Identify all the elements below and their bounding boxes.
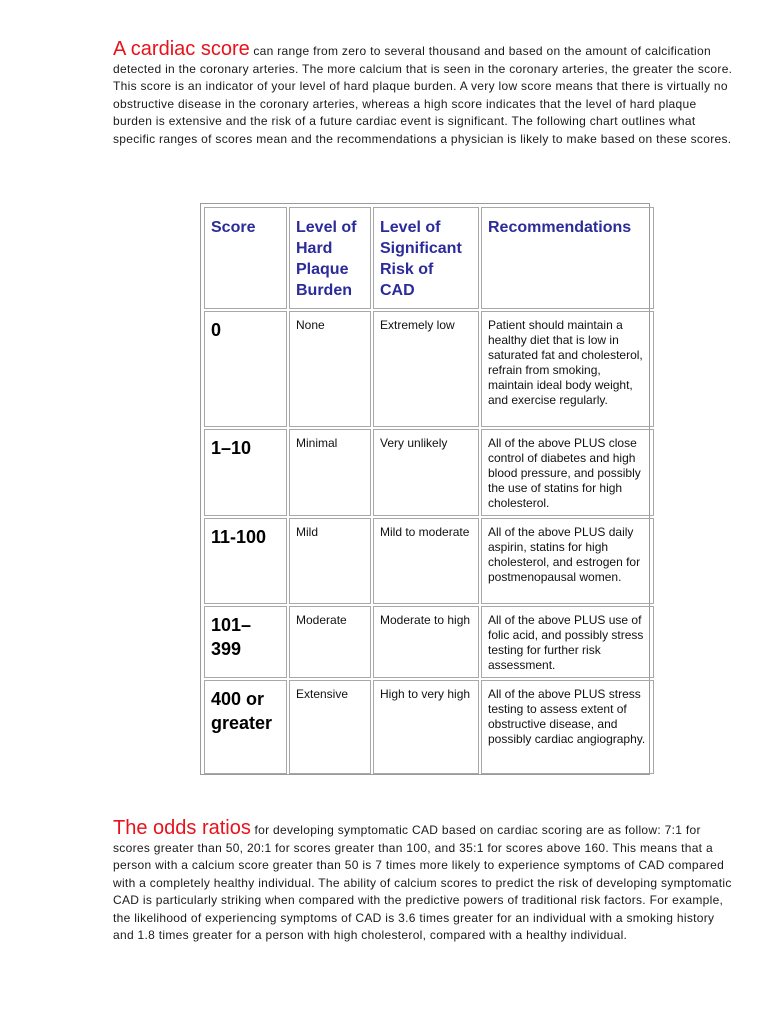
cardiac-score-table-frame (200, 203, 650, 775)
plaque-cell: Minimal (289, 429, 371, 516)
table-header-row (204, 207, 654, 309)
risk-cell: High to very high (373, 680, 479, 774)
intro-paragraph (113, 38, 733, 148)
table-row (204, 680, 654, 774)
recommendation-cell: All of the above PLUS daily aspirin, statins for high cholesterol, and estrogen for postmenopausal women. (481, 518, 654, 604)
recommendation-cell: All of the above PLUS close control of diabetes and high blood pressure, and possibly the use of statins for high cholesterol. (481, 429, 654, 516)
header-score: Score (204, 207, 287, 309)
recommendation-cell: All of the above PLUS stress testing to assess extent of obstructive disease, and possibly cardiac angiography. (481, 680, 654, 774)
cardiac-score-table (202, 205, 656, 776)
score-cell: 101–399 (204, 606, 287, 678)
risk-cell: Very unlikely (373, 429, 479, 516)
risk-cell: Mild to moderate (373, 518, 479, 604)
header-recommendations: Recommendations (481, 207, 654, 309)
intro-body-text: can range from zero to several thousand and based on the amount of calcification detected in the coronary arteries. The more calcium that is seen in the coronary arteries, the greater the score. This score is an indicator of your level of hard plaque burden. A very low score means that there is virtually no obstructive disease in the coronary arteries, whereas a high score indicates that the level of hard plaque burden is extensive and the risk of a future cardiac event is significant. The following chart outlines what specific ranges of scores mean and the recommendations a physician is likely to make based on these scores. (113, 44, 733, 146)
header-plaque-burden: Level of Hard Plaque Burden (289, 207, 371, 309)
recommendation-cell: All of the above PLUS use of folic acid, and possibly stress testing for further risk assessment. (481, 606, 654, 678)
plaque-cell: None (289, 311, 371, 427)
intro-lead-heading: A cardiac score (113, 38, 250, 60)
risk-cell: Extremely low (373, 311, 479, 427)
odds-paragraph (113, 817, 733, 945)
header-risk-of-cad: Level of Significant Risk of CAD (373, 207, 479, 309)
odds-body-text: for developing symptomatic CAD based on cardiac scoring are as follow: 7:1 for scores greater than 50, 20:1 for scores greater than 100, and 35:1 for scores above 160. This means that a person with a calcium score greater than 50 is 7 times more likely to experience symptoms of CAD compared with a completely healthy individual. The ability of calcium scores to predict the risk of developing symptomatic CAD is particularly striking when compared with the predictive powers of traditional risk factors. For example, the likelihood of experiencing symptoms of CAD is 3.6 times greater for an individual with a smoking history and 1.8 times greater for a person with high cholesterol, compared with a healthy individual. (113, 823, 732, 942)
table-row (204, 429, 654, 516)
score-cell: 0 (204, 311, 287, 427)
score-cell: 1–10 (204, 429, 287, 516)
table-row (204, 606, 654, 678)
recommendation-cell: Patient should maintain a healthy diet that is low in saturated fat and cholesterol, refrain from smoking, maintain ideal body weight, and exercise regularly. (481, 311, 654, 427)
plaque-cell: Extensive (289, 680, 371, 774)
odds-lead-heading: The odds ratios (113, 817, 251, 839)
score-cell: 400 or greater (204, 680, 287, 774)
table-row (204, 518, 654, 604)
score-cell: 11-100 (204, 518, 287, 604)
plaque-cell: Moderate (289, 606, 371, 678)
table-row (204, 311, 654, 427)
plaque-cell: Mild (289, 518, 371, 604)
risk-cell: Moderate to high (373, 606, 479, 678)
